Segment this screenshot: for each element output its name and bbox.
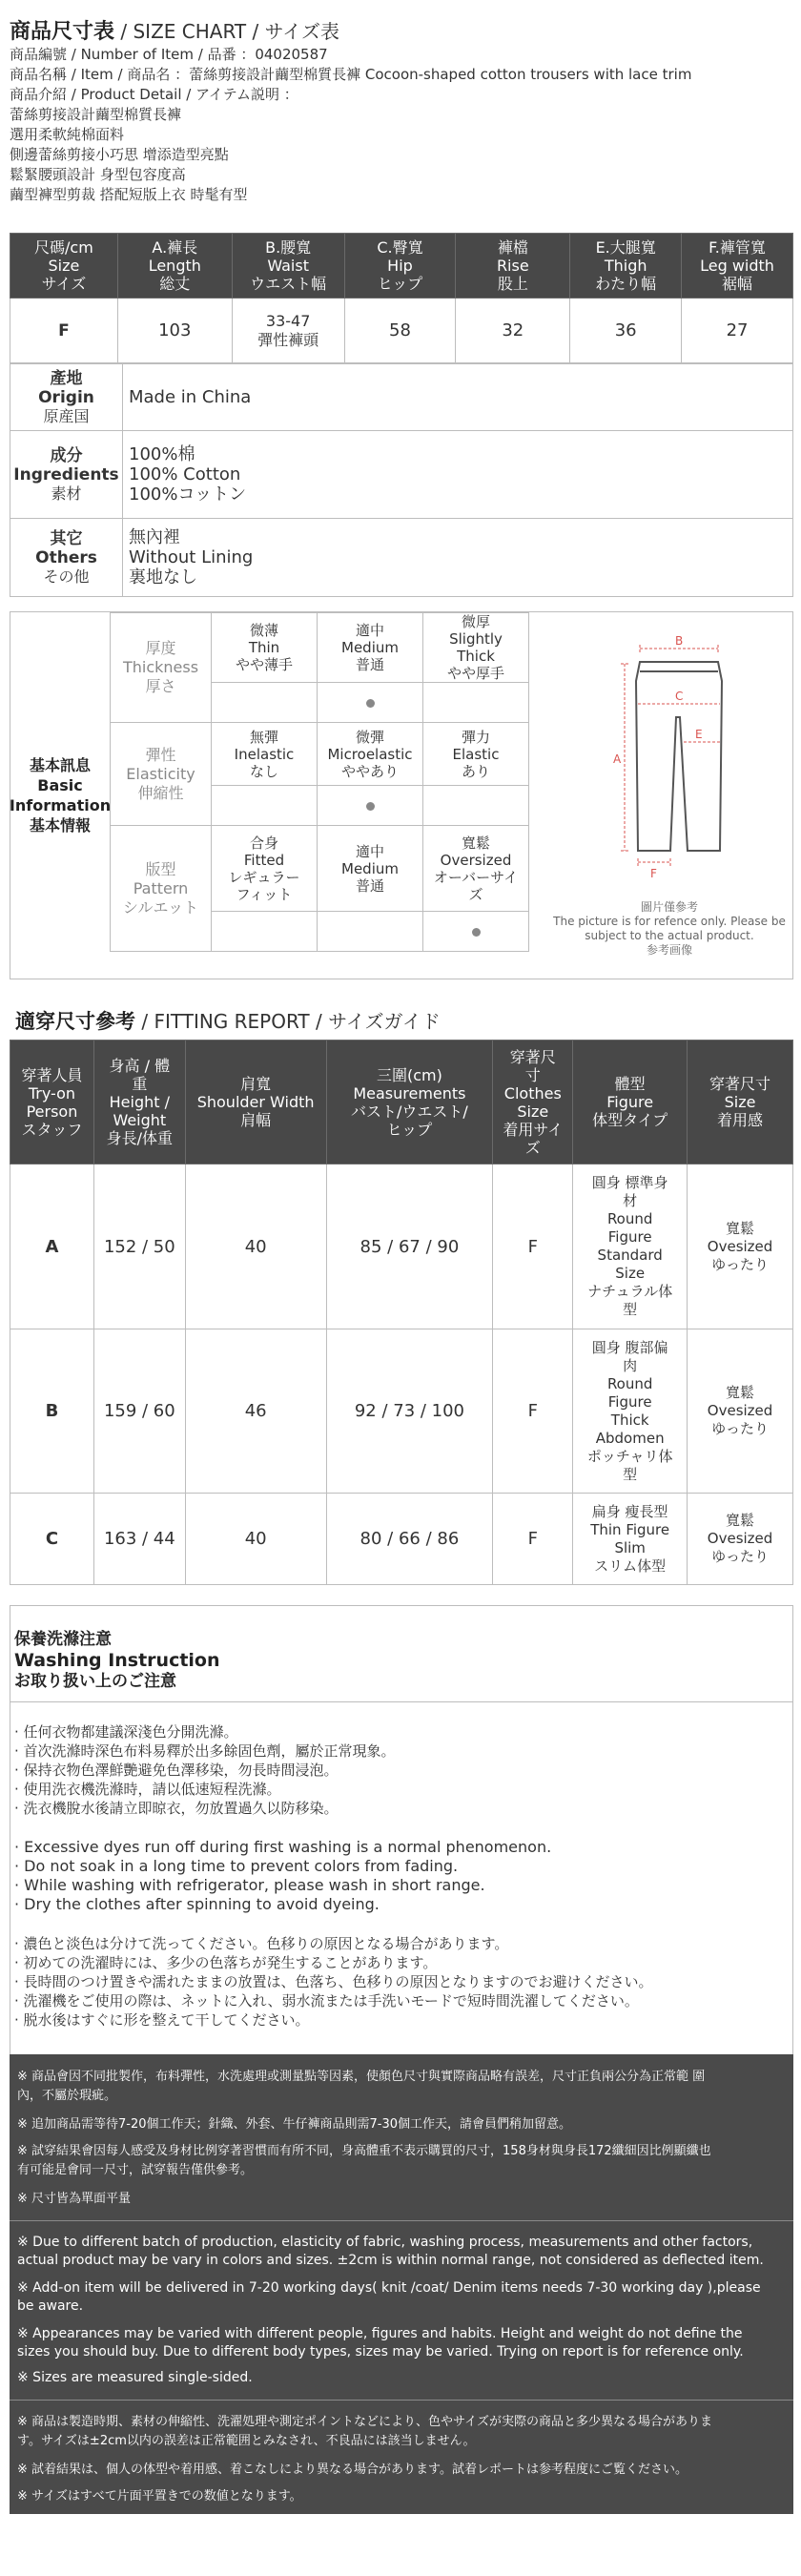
elasticity-microelastic: 微彈 Microelastic ややあり xyxy=(318,723,423,786)
detail-line: 側邊蕾絲剪接小巧思 增添造型亮點 xyxy=(10,146,229,163)
fitting-row-c xyxy=(10,1494,793,1585)
thickness-slightly-thick: 微厚 Slightly Thick やや厚手 xyxy=(423,613,529,683)
measurements-value: 85 / 67 / 90 xyxy=(326,1164,493,1329)
washing-body xyxy=(14,1722,789,2030)
note-en: ※ Appearances may be varied with different people, figures and habits. Height and weight do not define the sizes you should buy. Due to different body types, sizes may be varied. Trying on report is for reference only. xyxy=(17,2326,744,2360)
wash-ja-line: · 洗濯機をご使用の際は、ネットに入れ、弱水流または手洗いモードで短時間洗濯してください。 xyxy=(14,1992,639,2009)
product-header xyxy=(10,19,791,205)
col-height-weight: 身高 / 體 重 Height / Weight 身長/体重 xyxy=(93,1041,185,1164)
others-label: 其它 Others その他 xyxy=(10,519,123,597)
wash-ja-line: · 脱水後はすぐに形を整えて干してください。 xyxy=(14,2011,310,2029)
notes-panel xyxy=(10,2054,793,2514)
shoulder-value: 40 xyxy=(185,1494,326,1585)
origin-label: 產地 Origin 原産国 xyxy=(10,364,123,431)
wash-en-line: · Excessive dyes run off during first washing is a normal phenomenon. xyxy=(14,1838,552,1856)
col-rise: 褲檔 Rise 股上 xyxy=(456,234,570,299)
elasticity-label: 彈性 Elasticity 伸縮性 xyxy=(111,723,212,826)
wash-zh-line: · 使用洗衣機洗滌時，請以低速短程洗滌。 xyxy=(14,1781,281,1798)
clothes-size-value: F xyxy=(493,1164,573,1329)
item-name: 商品名稱 / Item / 商品名 ：蕾絲剪接設計繭型棉質長褲 Cocoon-shaped cotton trousers with lace trim xyxy=(10,66,692,83)
col-figure: 體型 Figure 体型タイプ xyxy=(573,1041,688,1164)
wash-en-line: · While washing with refrigerator, please wash in short range. xyxy=(14,1876,485,1894)
elasticity-options xyxy=(111,723,529,786)
note-ja: ※ 試着結果は、個人の体型や着用感、着こなしにより異なる場合があります。試着レポートは参考程度にご覧ください。 xyxy=(17,2463,688,2477)
wash-zh-line: · 任何衣物都建議深淺色分開洗滌。 xyxy=(14,1723,238,1741)
col-fit-feel: 穿著尺寸 Size 着用感 xyxy=(688,1041,793,1164)
note-en: ※ Add-on item will be delivered in 7-20 working days( knit /coat/ Denim items needs 7-30 working day ),please be aware. xyxy=(17,2280,761,2314)
figure-value: 圓身 腹部偏 肉 Round Figure Thick Abdomen ポッチャリ体 型 xyxy=(573,1329,688,1494)
note-zh: ※ 追加商品需等待7-20個工作天；針織、外套、牛仔褲商品則需7-30個工作天，請會員們稍加留意。 xyxy=(17,2117,572,2132)
thickness-options xyxy=(111,613,529,683)
size-chart-table xyxy=(10,233,793,363)
diagram-label-b: B xyxy=(675,634,684,648)
item-number: 商品編號 / Number of Item / 品番 ：04020587 xyxy=(10,46,328,63)
detail-line: 鬆緊腰頭設計 身型包容度高 xyxy=(10,166,186,183)
product-info-table xyxy=(10,363,793,597)
pattern-options xyxy=(111,826,529,912)
col-waist: B.腰寬 Waist ウエスト幅 xyxy=(232,234,344,299)
clothes-size-value: F xyxy=(493,1494,573,1585)
detail-label: 商品介紹 / Product Detail / アイテム説明 ： xyxy=(10,86,298,103)
pattern-oversized: 寬鬆 Oversized オーバーサイ ズ xyxy=(423,826,529,912)
hip-value: 58 xyxy=(344,299,456,363)
waist-value: 33-47 彈性褲頭 xyxy=(232,299,344,363)
note-zh: ※ 試穿結果會因每人感受及身材比例穿著習慣而有所不同，身高體重不表示購買的尺寸，158身材與身長172纖細因比例顯纖也 有可能是會同一尺寸，試穿報告僅供參考。 xyxy=(17,2144,711,2177)
size-header-row xyxy=(10,234,793,299)
note-en: ※ Sizes are measured single-sided. xyxy=(17,2370,253,2385)
note-zh: ※ 尺寸皆為單面平量 xyxy=(17,2192,132,2206)
clothes-size-value: F xyxy=(493,1329,573,1494)
fitting-report-title: 適穿尺寸參考 / FITTING REPORT / サイズガイド xyxy=(15,1010,441,1033)
selected-dot-icon xyxy=(472,928,481,937)
basic-info-label: 基本訊息 Basic Information 基本情報 xyxy=(9,756,112,835)
note-en: ※ Due to different batch of production, elasticity of fabric, washing process, measurements and other factors, actual product may be vary in colors and sizes. ±2cm is within normal range, not considered as deflected item. xyxy=(17,2235,764,2268)
attribute-grid xyxy=(110,612,529,952)
shoulder-value: 40 xyxy=(185,1164,326,1329)
diagram-label-a: A xyxy=(613,752,622,766)
others-value: 無內裡 Without Lining 裏地なし xyxy=(123,519,793,597)
person-value: C xyxy=(10,1494,94,1585)
thickness-label: 厚度 Thickness 厚さ xyxy=(111,613,212,723)
col-shoulder: 肩寬 Shoulder Width 肩幅 xyxy=(185,1041,326,1164)
thickness-medium: 適中 Medium 普通 xyxy=(318,613,423,683)
detail-line: 繭型褲型剪裁 搭配短版上衣 時髦有型 xyxy=(10,186,248,203)
wash-ja-line: · 長時間のつけ置きや濡れたままの放置は、色落ち、色移りの原因となりますのでお避けください。 xyxy=(14,1973,653,1990)
pattern-fitted: 合身 Fitted レギュラー フィット xyxy=(212,826,318,912)
height-weight-value: 152 / 50 xyxy=(93,1164,185,1329)
trousers-diagram xyxy=(544,612,794,979)
shoulder-value: 46 xyxy=(185,1329,326,1494)
measurements-value: 80 / 66 / 86 xyxy=(326,1494,493,1585)
selected-dot-icon xyxy=(366,699,375,708)
trousers-illustration-icon xyxy=(544,612,794,898)
detail-line: 選用柔軟純棉面料 xyxy=(10,126,125,143)
leg-width-value: 27 xyxy=(682,299,793,363)
washing-title: 保養洗滌注意 Washing Instruction お取り扱い上のご注意 xyxy=(14,1630,220,1691)
note-zh: ※ 商品會因不同批製作，布料彈性，水洗處理或測量點等因素，使顏色尺寸與實際商品略有誤差，尺寸正負兩公分為正常範 圍 內，不屬於瑕疵。 xyxy=(17,2070,706,2103)
pattern-medium: 適中 Medium 普通 xyxy=(318,826,423,912)
wash-zh-line: · 保持衣物色澤鮮艷避免色澤移染，勿長時間浸泡。 xyxy=(14,1762,339,1779)
origin-value: Made in China xyxy=(123,364,793,431)
note-ja: ※ 商品は製造時期、素材の伸縮性、洗濯処理や測定ポイントなどにより、色やサイズが実際の商品と多少異なる場合がありま す。サイズは±2cm以内の誤差は正常範囲とみなされ、不良品には該当しません。 xyxy=(17,2415,712,2448)
ingredients-label: 成分 Ingredients 素材 xyxy=(10,431,123,519)
thickness-thin: 微薄 Thin やや薄手 xyxy=(212,613,318,683)
wash-en-line: · Dry the clothes after spinning to avoid dyeing. xyxy=(14,1895,380,1913)
basic-information xyxy=(10,611,793,979)
note-ja: ※ サイズはすべて片面平置きでの数値となります。 xyxy=(17,2489,302,2504)
col-hip: C.臀寬 Hip ヒップ xyxy=(344,234,456,299)
pattern-label: 版型 Pattern シルエット xyxy=(111,826,212,952)
col-leg-width: F.褲管寬 Leg width 裾幅 xyxy=(682,234,793,299)
size-value: F xyxy=(10,299,118,363)
size-row-f xyxy=(10,299,793,363)
figure-value: 圓身 標準身 材 Round Figure Standard Size ナチュラル体 型 xyxy=(573,1164,688,1329)
diagram-caption: 圖片僅參考 The picture is for refence only. Please be subject to the actual product. 参考画像 xyxy=(553,900,786,957)
col-thigh: E.大腿寬 Thigh わたり幅 xyxy=(570,234,682,299)
figure-value: 扁身 瘦長型 Thin Figure Slim スリム体型 xyxy=(573,1494,688,1585)
elasticity-inelastic: 無彈 Inelastic なし xyxy=(212,723,318,786)
fit-feel-value: 寬鬆 Ovesized ゆったり xyxy=(688,1164,793,1329)
height-weight-value: 163 / 44 xyxy=(93,1494,185,1585)
height-weight-value: 159 / 60 xyxy=(93,1329,185,1494)
size-chart-title: 商品尺寸表 / SIZE CHART / サイズ表 xyxy=(10,20,339,44)
fitting-report-table xyxy=(10,1040,793,1585)
wash-en-line: · Do not soak in a long time to prevent colors from fading. xyxy=(14,1857,459,1875)
ingredients-value: 100%棉 100% Cotton 100%コットン xyxy=(123,431,793,519)
fitting-row-a xyxy=(10,1164,793,1329)
diagram-label-f: F xyxy=(650,867,657,880)
person-value: A xyxy=(10,1164,94,1329)
col-size: 尺碼/cm Size サイズ xyxy=(10,234,118,299)
rise-value: 32 xyxy=(456,299,570,363)
measurements-value: 92 / 73 / 100 xyxy=(326,1329,493,1494)
wash-zh-line: · 首次洗滌時深色布料易釋於出多餘固色劑，屬於正常現象。 xyxy=(14,1742,396,1760)
wash-zh-line: · 洗衣機脫水後請立即晾衣，勿放置過久以防移染。 xyxy=(14,1800,339,1817)
person-value: B xyxy=(10,1329,94,1494)
washing-instructions xyxy=(10,1605,793,2060)
col-person: 穿著人員 Try-on Person スタッフ xyxy=(10,1041,94,1164)
origin-row xyxy=(10,364,793,431)
diagram-label-c: C xyxy=(675,690,684,703)
wash-ja-line: · 初めての洗濯時には、多少の色落ちが発生することがあります。 xyxy=(14,1954,438,1971)
diagram-label-e: E xyxy=(695,728,703,741)
col-length: A.褲長 Length 総丈 xyxy=(117,234,232,299)
length-value: 103 xyxy=(117,299,232,363)
detail-line: 蕾絲剪接設計繭型棉質長褲 xyxy=(10,106,182,123)
col-measurements: 三圍(cm) Measurements バスト/ウエスト/ ヒップ xyxy=(326,1041,493,1164)
col-clothes-size: 穿著尺 寸 Clothes Size 着用サイ ズ xyxy=(493,1041,573,1164)
selected-dot-icon xyxy=(366,802,375,811)
ingredients-row xyxy=(10,431,793,519)
thigh-value: 36 xyxy=(570,299,682,363)
fit-feel-value: 寬鬆 Ovesized ゆったり xyxy=(688,1329,793,1494)
fit-feel-value: 寬鬆 Ovesized ゆったり xyxy=(688,1494,793,1585)
fitting-header-row xyxy=(10,1041,793,1164)
wash-ja-line: · 濃色と淡色は分けて洗ってください。色移りの原因となる場合があります。 xyxy=(14,1935,509,1952)
others-row xyxy=(10,519,793,597)
elasticity-elastic: 彈力 Elastic あり xyxy=(423,723,529,786)
fitting-row-b xyxy=(10,1329,793,1494)
